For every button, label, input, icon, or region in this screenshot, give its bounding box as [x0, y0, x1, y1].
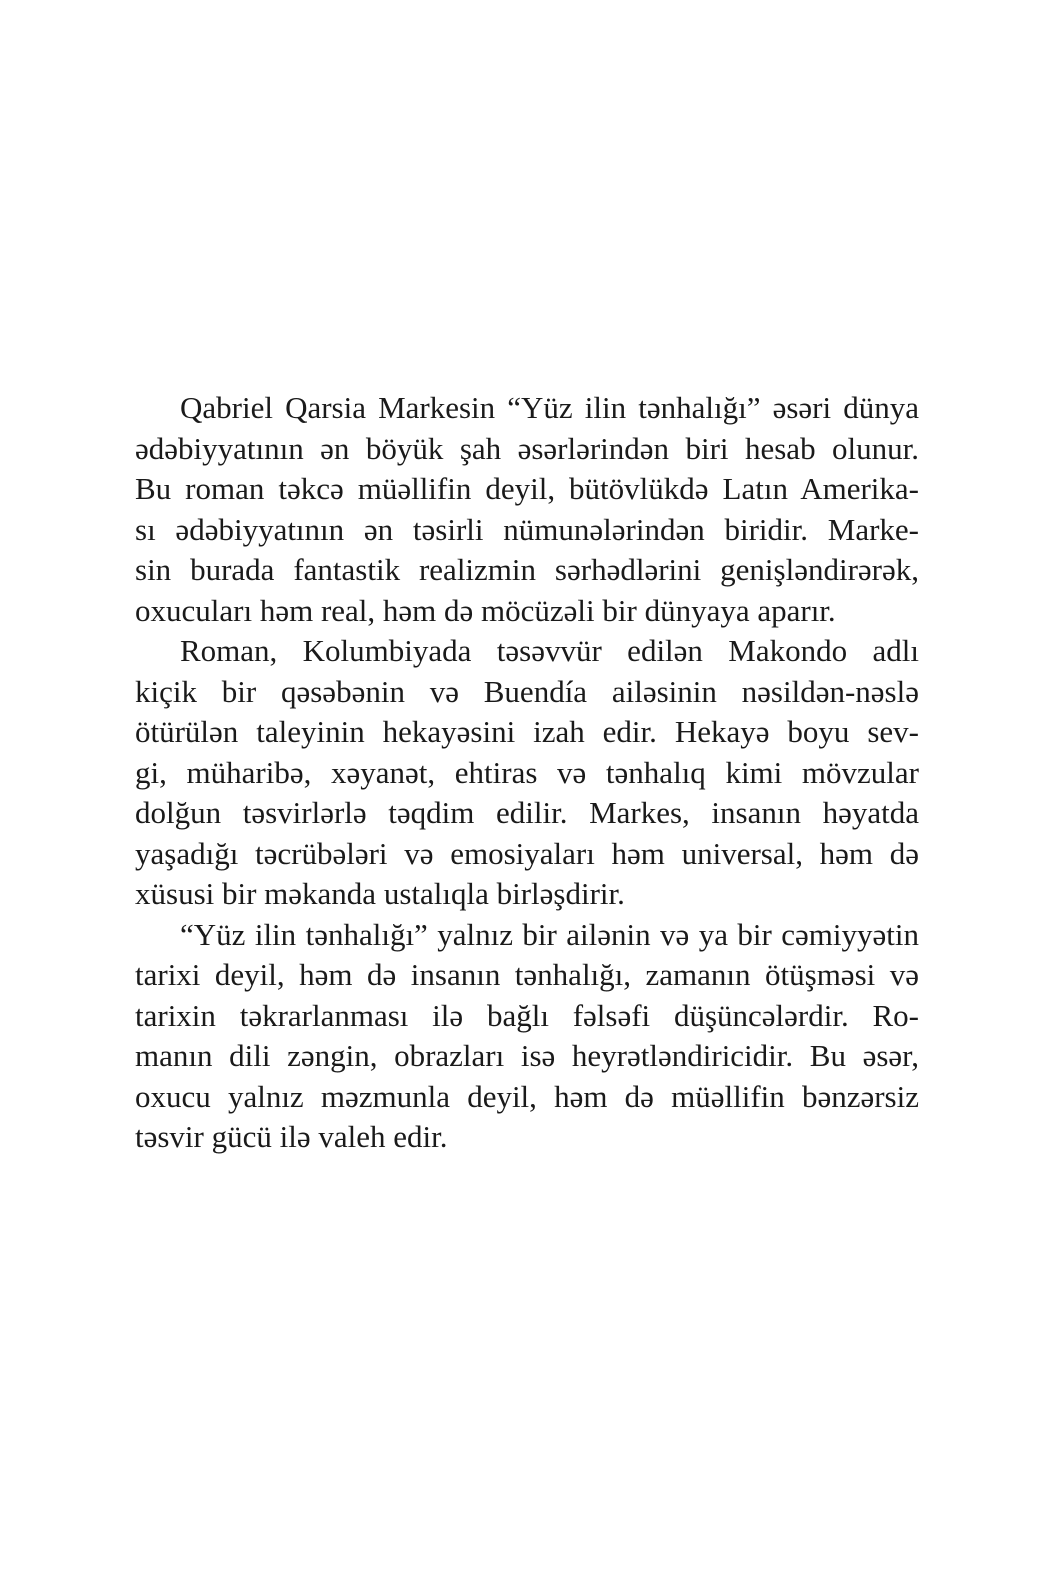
text-line: ötürülən taleyinin hekayəsini izah edir. Hekayə boyu sev- [135, 714, 919, 749]
text-line: oxucu yalnız məzmunla deyil, həm də müəllifin bənzərsiz [135, 1078, 919, 1114]
text-line: manın dili zəngin, obrazları isə heyrətləndiricidir. Bu əsər, [135, 1038, 919, 1073]
text-line: tarixin təkrarlanması ilə bağlı fəlsəfi düşüncələrdir. Ro- [135, 997, 919, 1033]
paragraph-2 [135, 631, 919, 915]
text-line: sin burada fantastik realizmin sərhədlərini genişləndirərək, [135, 552, 919, 587]
text-line: oxucuları həm real, həm də möcüzəli bir dünyaya aparır. [135, 592, 836, 628]
paragraph-3 [135, 915, 919, 1158]
text-line: kiçik bir qəsəbənin və Buendía ailəsinin nəsildən-nəslə [135, 673, 919, 709]
text-line: dolğun təsvirlərlə təqdim edilir. Markes, insanın həyatda [135, 795, 919, 830]
text-line: Roman, Kolumbiyada təsəvvür edilən Makondo adlı [180, 633, 919, 668]
text-line: tarixi deyil, həm də insanın tənhalığı, zamanın ötüşməsi və [135, 957, 919, 992]
text-line: Qabriel Qarsia Markesin “Yüz ilin tənhalığı” əsəri dünya [180, 390, 919, 425]
paragraph-1 [135, 388, 919, 631]
body-text [135, 388, 919, 1158]
text-line: sı ədəbiyyatının ən təsirli nümunələrindən biridir. Marke- [135, 511, 919, 547]
text-line: təsvir gücü ilə valeh edir. [135, 1119, 448, 1154]
text-line: “Yüz ilin tənhalığı” yalnız bir ailənin və ya bir cəmiyyətin [180, 916, 919, 952]
text-line: xüsusi bir məkanda ustalıqla birləşdirir. [135, 876, 625, 911]
text-line: yaşadığı təcrübələri və emosiyaları həm universal, həm də [135, 835, 919, 871]
text-line: gi, müharibə, xəyanət, ehtiras və tənhalıq kimi mövzular [135, 754, 919, 790]
text-line: Bu roman təkcə müəllifin deyil, bütövlükdə Latın Amerika- [135, 471, 919, 506]
text-line: ədəbiyyatının ən böyük şah əsərlərindən biri hesab olunur. [135, 430, 919, 466]
